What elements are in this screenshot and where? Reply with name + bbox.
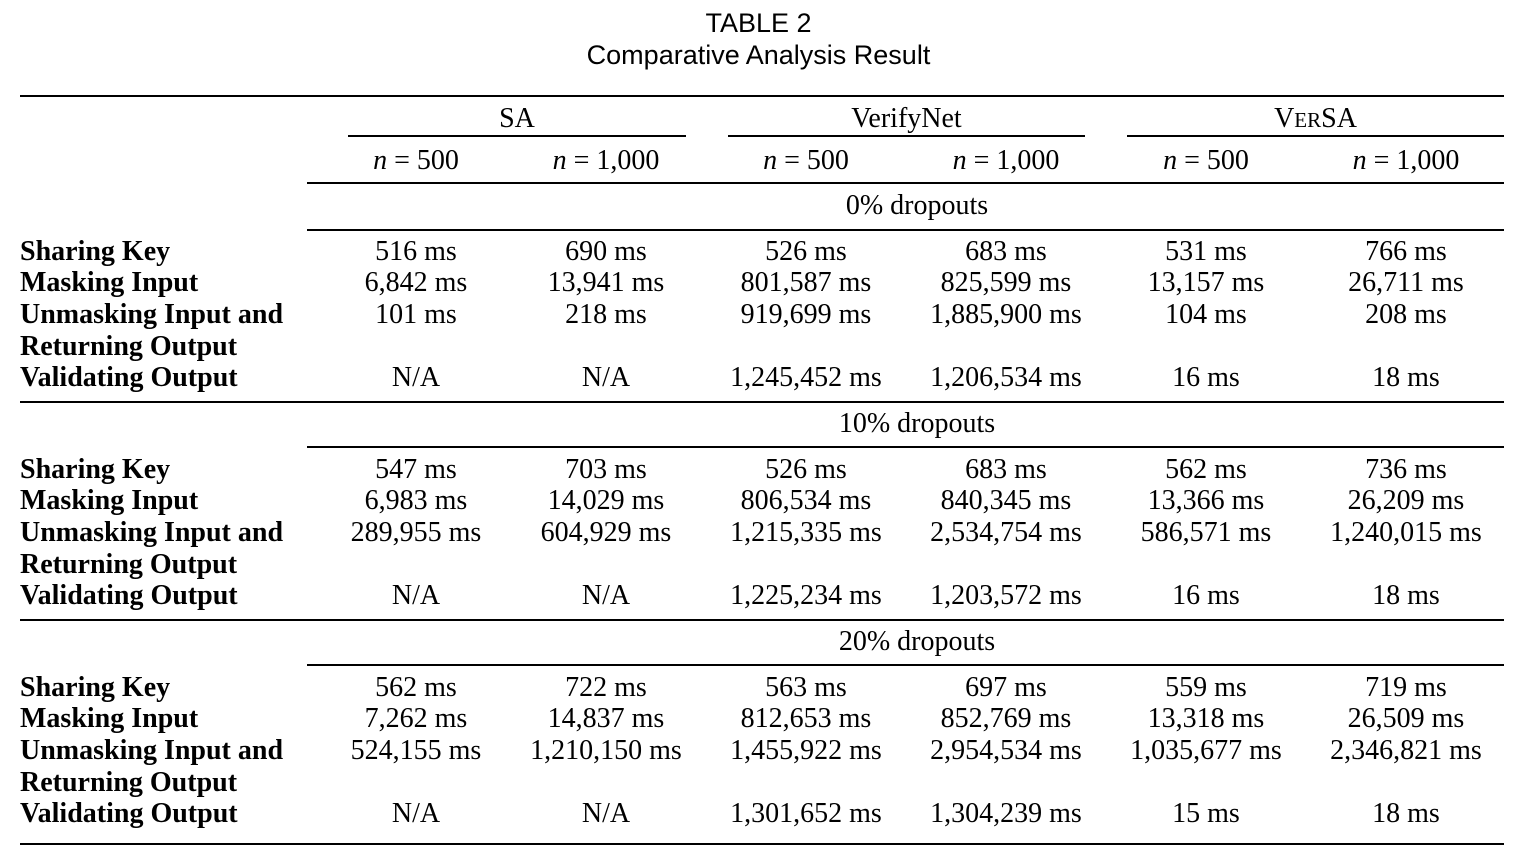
table-cell: 1,215,335 ms (730, 517, 882, 548)
table-cell: 1,304,239 ms (930, 798, 1082, 829)
subheader-n1000: n = 1,000 (1352, 145, 1460, 176)
group-rule-sa (348, 135, 686, 137)
table-cell: 1,885,900 ms (930, 299, 1082, 330)
table-cell: 722 ms (565, 672, 647, 703)
table-cell: 101 ms (375, 299, 457, 330)
row-label-continued: Returning Output (20, 549, 238, 580)
table-cell: 563 ms (765, 672, 847, 703)
bottom-rule (20, 843, 1504, 845)
table-cell: 13,157 ms (1147, 267, 1265, 298)
table-cell: 1,225,234 ms (730, 580, 882, 611)
row-label: Unmasking Input and (20, 517, 284, 548)
table-cell: 2,534,754 ms (930, 517, 1082, 548)
table-cell: 559 ms (1165, 672, 1247, 703)
section-title: 20% dropouts (838, 626, 996, 657)
table-caption-number: TABLE 2 (705, 8, 812, 38)
table-cell: 690 ms (565, 236, 647, 267)
table-cell: N/A (581, 362, 631, 393)
table-cell: 719 ms (1365, 672, 1447, 703)
subheader-n1000: n = 1,000 (552, 145, 660, 176)
table-cell: 526 ms (765, 454, 847, 485)
section-separator-rule (20, 401, 1504, 403)
row-label-continued: Returning Output (20, 767, 238, 798)
table-cell: 1,301,652 ms (730, 798, 882, 829)
table-cell: 516 ms (375, 236, 457, 267)
table-cell: 26,209 ms (1347, 485, 1465, 516)
table-cell: 13,318 ms (1147, 703, 1265, 734)
table-cell: 697 ms (965, 672, 1047, 703)
row-label: Validating Output (20, 580, 238, 611)
table-cell: 15 ms (1172, 798, 1240, 829)
subheader-rule (307, 182, 1504, 184)
row-label: Validating Output (20, 362, 238, 393)
table-cell: 208 ms (1365, 299, 1447, 330)
subheader-n500: n = 500 (763, 145, 849, 176)
group-rule-versa (1127, 135, 1504, 137)
table-cell: 218 ms (565, 299, 647, 330)
table-cell: 18 ms (1372, 580, 1440, 611)
table-cell: 526 ms (765, 236, 847, 267)
table-cell: 852,769 ms (940, 703, 1072, 734)
section-rule (307, 229, 1504, 231)
subheader-n500: n = 500 (373, 145, 459, 176)
top-rule (20, 95, 1504, 97)
group-header-verifynet: VerifyNet (851, 103, 962, 134)
table-cell: 14,837 ms (547, 703, 665, 734)
table-cell: 1,455,922 ms (730, 735, 882, 766)
row-label: Masking Input (20, 485, 199, 516)
table-cell: 683 ms (965, 236, 1047, 267)
table-cell: 1,245,452 ms (730, 362, 882, 393)
table-cell: 18 ms (1372, 798, 1440, 829)
table-cell: 547 ms (375, 454, 457, 485)
table-cell: 1,240,015 ms (1330, 517, 1482, 548)
table-cell: 766 ms (1365, 236, 1447, 267)
subheader-n500: n = 500 (1163, 145, 1249, 176)
section-separator-rule (20, 619, 1504, 621)
table-cell: 562 ms (1165, 454, 1247, 485)
table-cell: 6,983 ms (364, 485, 468, 516)
table-cell: 6,842 ms (364, 267, 468, 298)
table-cell: N/A (391, 580, 441, 611)
table-cell: 7,262 ms (364, 703, 468, 734)
row-label: Unmasking Input and (20, 735, 284, 766)
table-cell: 825,599 ms (940, 267, 1072, 298)
table-cell: 840,345 ms (940, 485, 1072, 516)
section-rule (307, 446, 1504, 448)
table-cell: 806,534 ms (740, 485, 872, 516)
table-cell: 2,346,821 ms (1330, 735, 1482, 766)
section-rule (307, 664, 1504, 666)
table-cell: 16 ms (1172, 362, 1240, 393)
row-label: Masking Input (20, 267, 199, 298)
table-cell: 26,509 ms (1347, 703, 1465, 734)
table-cell: 562 ms (375, 672, 457, 703)
table-cell: N/A (581, 798, 631, 829)
table-cell: 13,366 ms (1147, 485, 1265, 516)
table-cell: 1,210,150 ms (530, 735, 682, 766)
table-cell: 524,155 ms (350, 735, 482, 766)
table-cell: 604,929 ms (540, 517, 672, 548)
row-label-continued: Returning Output (20, 331, 238, 362)
row-label: Unmasking Input and (20, 299, 284, 330)
table-cell: 26,711 ms (1348, 267, 1464, 298)
table-cell: 16 ms (1172, 580, 1240, 611)
row-label: Sharing Key (20, 672, 171, 703)
table-cell: 289,955 ms (350, 517, 482, 548)
table-cell: 1,035,677 ms (1130, 735, 1282, 766)
row-label: Validating Output (20, 798, 238, 829)
table-cell: 801,587 ms (740, 267, 872, 298)
table-cell: 1,206,534 ms (930, 362, 1082, 393)
table-cell: 586,571 ms (1140, 517, 1272, 548)
table-cell: 1,203,572 ms (930, 580, 1082, 611)
table-cell: 736 ms (1365, 454, 1447, 485)
group-header-sa: SA (499, 103, 535, 134)
table-cell: 104 ms (1165, 299, 1247, 330)
table-cell: 683 ms (965, 454, 1047, 485)
table-cell: N/A (391, 362, 441, 393)
row-label: Masking Input (20, 703, 199, 734)
table-cell: 531 ms (1165, 236, 1247, 267)
table-cell: 703 ms (565, 454, 647, 485)
table-cell: 18 ms (1372, 362, 1440, 393)
group-rule-verifynet (728, 135, 1085, 137)
table-cell: 919,699 ms (740, 299, 872, 330)
table-cell: 13,941 ms (547, 267, 665, 298)
table-cell: N/A (581, 580, 631, 611)
section-title: 0% dropouts (845, 190, 989, 221)
table-caption-title: Comparative Analysis Result (586, 40, 931, 70)
row-label: Sharing Key (20, 454, 171, 485)
subheader-n1000: n = 1,000 (952, 145, 1060, 176)
row-label: Sharing Key (20, 236, 171, 267)
table-cell: 2,954,534 ms (930, 735, 1082, 766)
table-cell: 812,653 ms (740, 703, 872, 734)
group-header-versa: VERSA (1274, 103, 1357, 134)
table-cell: N/A (391, 798, 441, 829)
table-cell: 14,029 ms (547, 485, 665, 516)
section-title: 10% dropouts (838, 408, 996, 439)
